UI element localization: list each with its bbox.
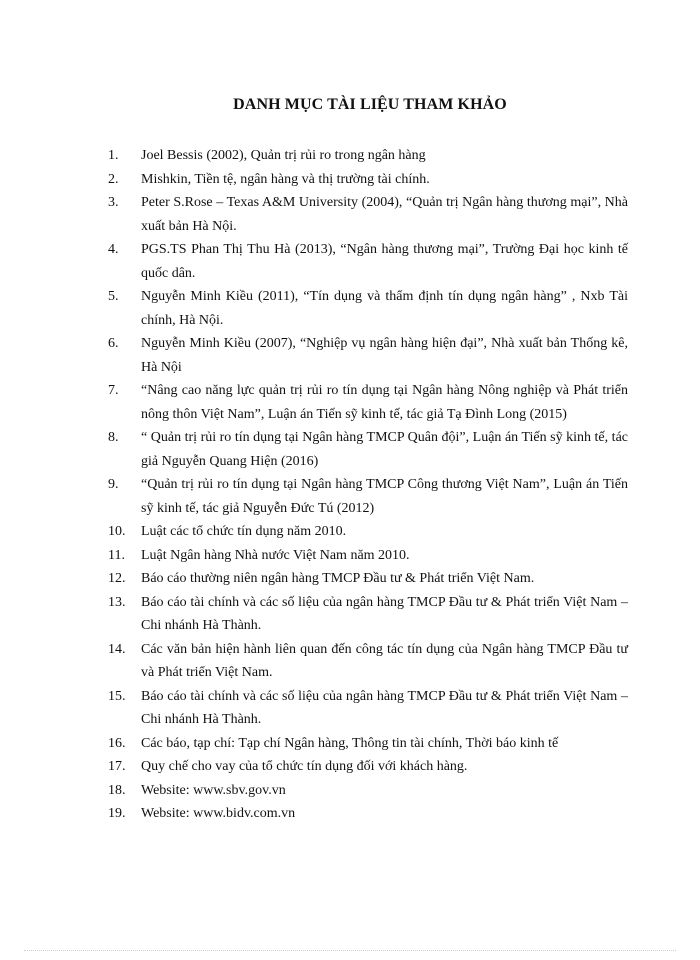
reference-item: [108, 779, 628, 803]
reference-text: Nguyễn Minh Kiều (2011), “Tín dụng và thẩm định tín dụng ngân hàng” , Nxb Tài chính, Hà Nội.: [141, 289, 628, 328]
reference-text: Các văn bản hiện hành liên quan đến công tác tín dụng của Ngân hàng TMCP Đầu tư và Phát triển Việt Nam.: [141, 641, 628, 680]
reference-number: 18.: [108, 782, 126, 798]
reference-number: 16.: [108, 735, 126, 751]
reference-number: 14.: [108, 641, 126, 657]
reference-item: [108, 638, 628, 685]
reference-number: 7.: [108, 383, 119, 398]
reference-text: Nguyễn Minh Kiều (2007), “Nghiệp vụ ngân hàng hiện đại”, Nhà xuất bản Thống kê, Hà Nội: [141, 336, 628, 375]
reference-item: [108, 732, 628, 756]
reference-item: [108, 426, 628, 473]
reference-number: 8.: [108, 430, 119, 445]
reference-item: [108, 544, 628, 568]
reference-number: 17.: [108, 759, 126, 774]
reference-text: Báo cáo thường niên ngân hàng TMCP Đầu tư & Phát triển Việt Nam.: [141, 571, 535, 586]
reference-number: 11.: [108, 547, 125, 563]
reference-text: “Quản trị rủi ro tín dụng tại Ngân hàng TMCP Công thương Việt Nam”, Luận án Tiến sỹ kinh tế, tác giả Nguyễn Đức Tú (2012): [141, 477, 628, 516]
reference-text: Các báo, tạp chí: Tạp chí Ngân hàng, Thông tin tài chính, Thời báo kinh tế: [141, 735, 559, 751]
reference-text: Báo cáo tài chính và các số liệu của ngân hàng TMCP Đầu tư & Phát triển Việt Nam – Chi nhánh Hà Thành.: [141, 594, 628, 633]
reference-text: Joel Bessis (2002), Quản trị rủi ro trong ngân hàng: [141, 148, 426, 163]
reference-item: [108, 567, 628, 591]
reference-item: [108, 379, 628, 426]
reference-number: 9.: [108, 477, 119, 492]
reference-item: [108, 520, 628, 544]
reference-number: 12.: [108, 571, 126, 586]
reference-item: [108, 191, 628, 238]
reference-text: Quy chế cho vay của tổ chức tín dụng đối với khách hàng.: [141, 759, 468, 774]
reference-number: 3.: [108, 195, 119, 210]
reference-text: Website: www.bidv.com.vn: [141, 806, 296, 821]
reference-item: [108, 473, 628, 520]
reference-item: [108, 144, 628, 168]
reference-text: Luật các tổ chức tín dụng năm 2010.: [141, 524, 347, 539]
reference-item: [108, 238, 628, 285]
reference-number: 19.: [108, 806, 126, 821]
reference-text: “ Quản trị rủi ro tín dụng tại Ngân hàng TMCP Quân đội”, Luận án Tiến sỹ kinh tế, tác giả Nguyễn Quang Hiện (2016): [141, 430, 628, 469]
page-title: DANH MỤC TÀI LIỆU THAM KHẢO: [233, 96, 507, 113]
reference-number: 1.: [108, 148, 119, 163]
reference-text: Mishkin, Tiền tệ, ngân hàng và thị trường tài chính.: [141, 171, 430, 187]
reference-number: 10.: [108, 524, 126, 539]
reference-number: 4.: [108, 242, 119, 257]
reference-item: [108, 285, 628, 332]
reference-item: [108, 685, 628, 732]
reference-item: [108, 755, 628, 779]
reference-item: [108, 332, 628, 379]
reference-number: 6.: [108, 336, 119, 351]
reference-text: “Nâng cao năng lực quản trị rủi ro tín dụng tại Ngân hàng Nông nghiệp và Phát triển nông thôn Việt Nam”, Luận án Tiến sỹ kinh tế, tác giả Tạ Đình Long (2015): [141, 383, 628, 422]
reference-number: 5.: [108, 289, 119, 304]
reference-text: Website: www.sbv.gov.vn: [141, 782, 286, 798]
reference-number: 13.: [108, 594, 126, 610]
reference-list: [108, 144, 628, 826]
reference-text: PGS.TS Phan Thị Thu Hà (2013), “Ngân hàng thương mại”, Trường Đại học kinh tế quốc dân.: [141, 242, 628, 281]
reference-item: [108, 802, 628, 826]
page-bottom-divider: [24, 950, 676, 951]
reference-text: Luật Ngân hàng Nhà nước Việt Nam năm 2010.: [141, 547, 410, 563]
reference-text: Peter S.Rose – Texas A&M University (2004), “Quản trị Ngân hàng thương mại”, Nhà xuất bản Hà Nội.: [141, 195, 628, 234]
reference-text: Báo cáo tài chính và các số liệu của ngân hàng TMCP Đầu tư & Phát triển Việt Nam – Chi nhánh Hà Thành.: [141, 688, 628, 727]
reference-item: [108, 168, 628, 192]
reference-item: [108, 591, 628, 638]
reference-number: 15.: [108, 688, 126, 704]
reference-number: 2.: [108, 171, 119, 187]
